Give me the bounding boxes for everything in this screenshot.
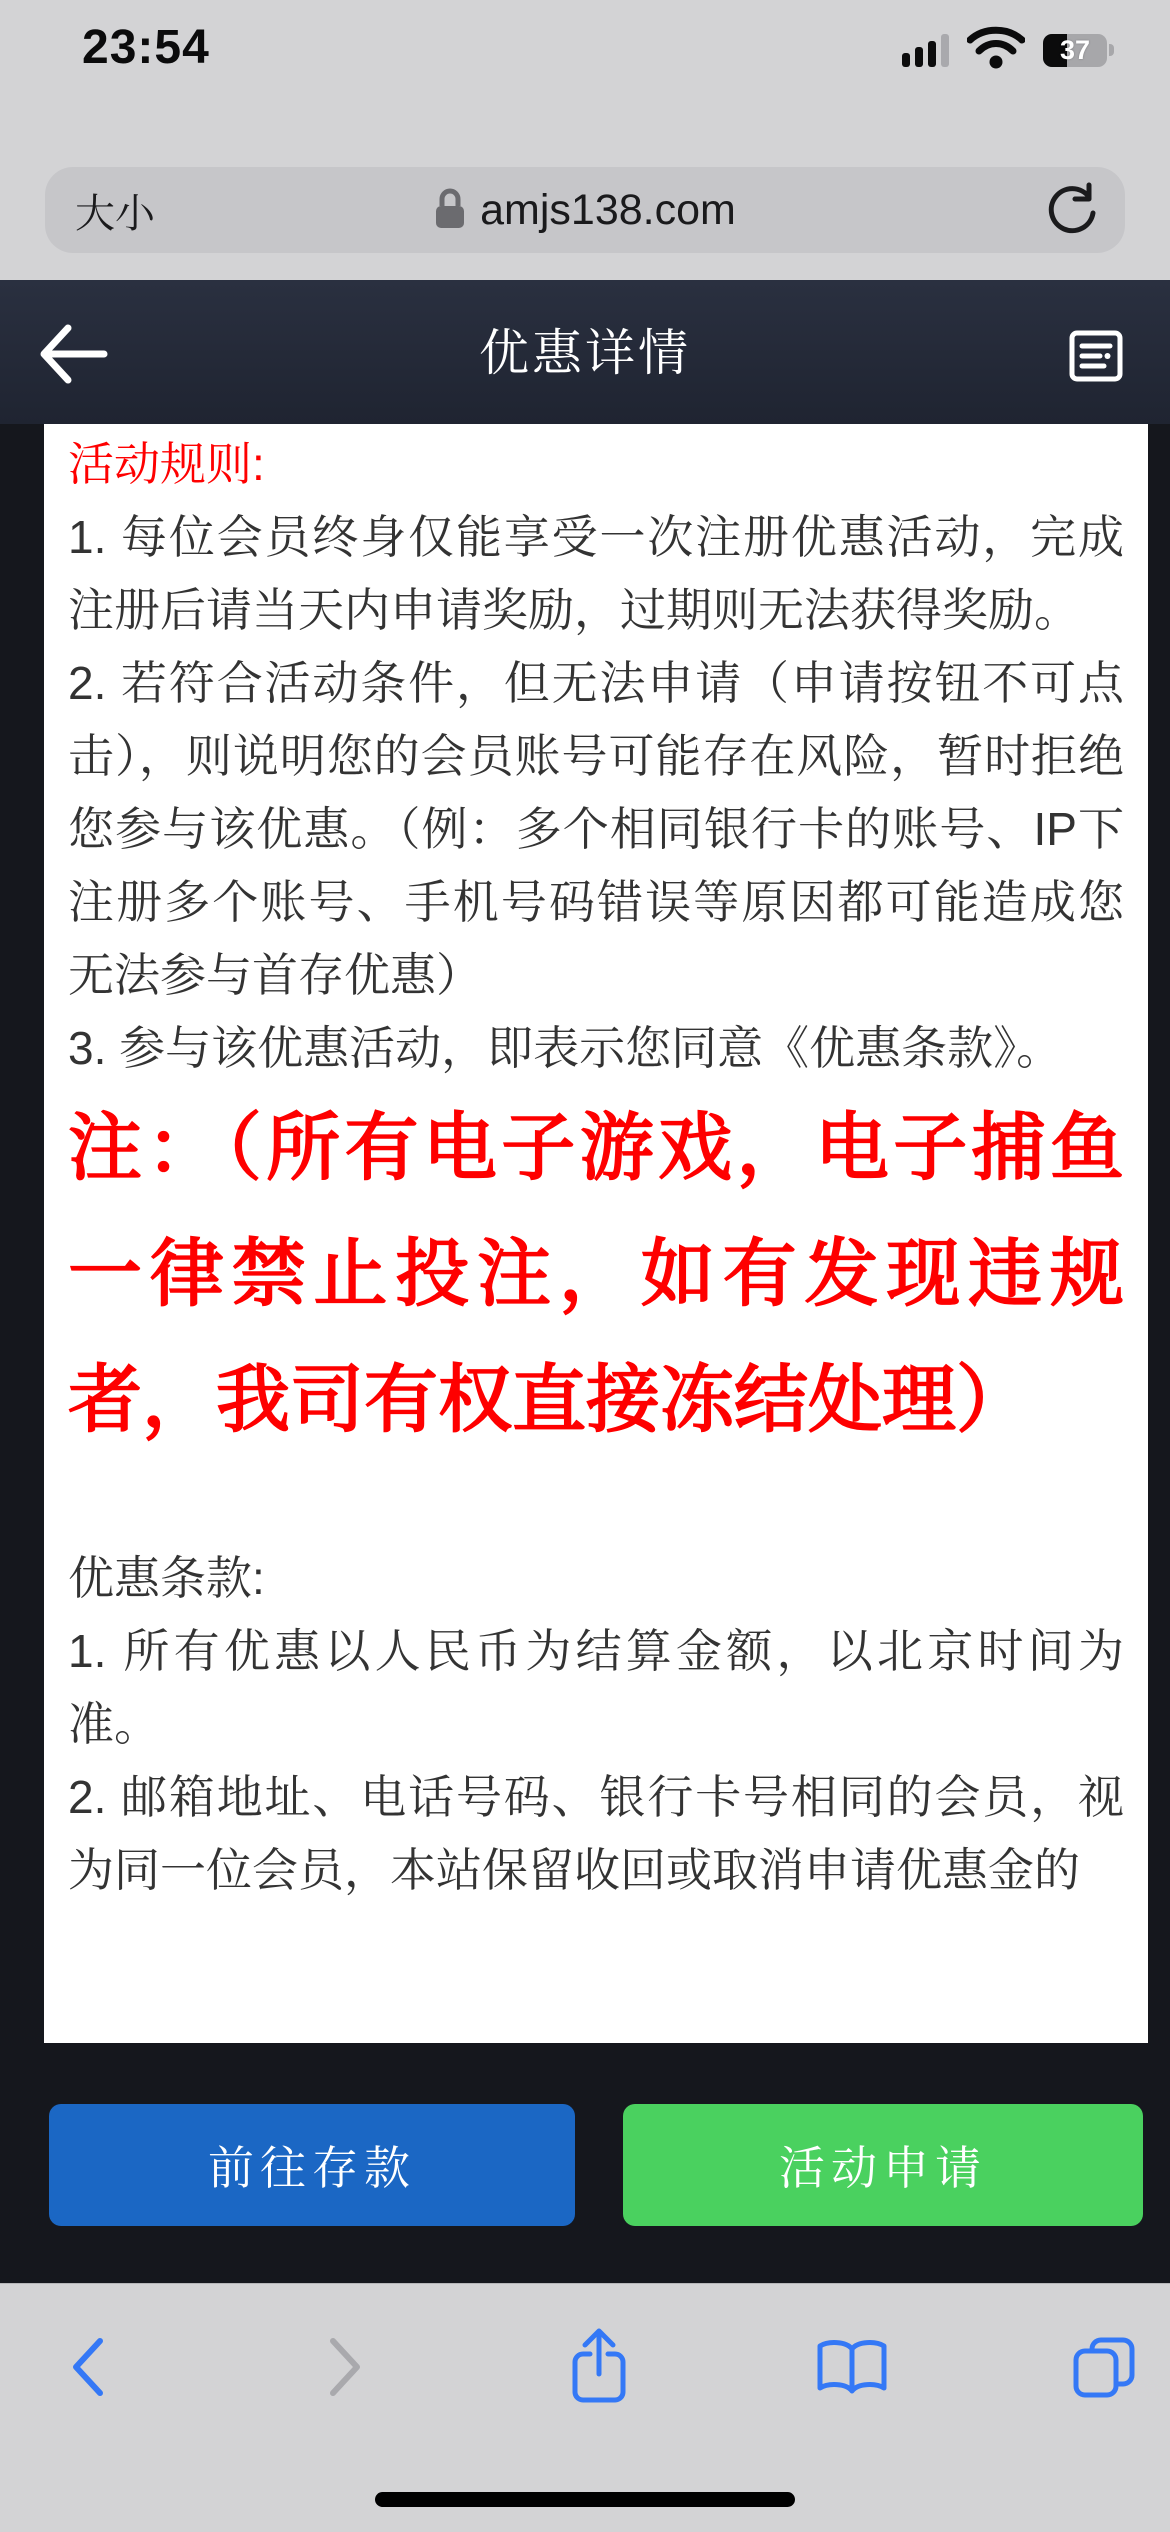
url-display[interactable] — [45, 167, 1125, 253]
battery-percent: 37 — [1059, 34, 1091, 65]
promo-detail-header — [0, 280, 1170, 424]
safari-top-chrome — [0, 0, 1170, 280]
promo-rules-panel — [44, 424, 1148, 2043]
bookmarks-icon[interactable] — [813, 2337, 891, 2406]
warning-note: 注：（所有电子游戏，电子捕鱼一律禁止投注，如有发现违规者，我司有权直接冻结处理） — [68, 1106, 1124, 1441]
back-chevron-icon[interactable] — [69, 2335, 107, 2404]
refresh-icon[interactable] — [1045, 182, 1099, 240]
battery-nub — [1109, 44, 1114, 56]
status-time: 23:54 — [82, 21, 210, 74]
rule-item: 3. 参与该优惠活动，即表示您同意《优惠条款》。 — [68, 1022, 1063, 1074]
promo-list-icon — [1069, 369, 1123, 386]
share-icon[interactable] — [566, 2326, 632, 2413]
signal-bar — [941, 34, 949, 67]
apply-button[interactable]: 活动申请 — [623, 2104, 1143, 2226]
deposit-button[interactable]: 前往存款 — [49, 2104, 575, 2226]
page-title: 优惠详情 — [479, 325, 691, 381]
home-indicator[interactable] — [375, 2492, 795, 2507]
signal-bar — [915, 47, 923, 67]
status-icons — [902, 28, 1114, 72]
wifi-icon — [967, 26, 1025, 75]
signal-bar — [928, 41, 936, 67]
url-domain: amjs138.com — [480, 185, 736, 234]
rule-item: 2. 若符合活动条件，但无法申请（申请按钮不可点击），则说明您的会员账号可能存在风险，暂时拒绝您参与该优惠。（例：多个相同银行卡的账号、IP下注册多个账号、手机号码错误等原因都可能造成您无法参与首存优惠） — [68, 657, 1124, 1001]
lock-icon — [434, 180, 466, 241]
promo-list-button[interactable] — [1069, 330, 1123, 387]
cellular-signal-icon — [902, 34, 949, 67]
text-size-button[interactable]: 大小 — [75, 191, 155, 236]
signal-bar — [902, 53, 910, 67]
battery-icon — [1043, 34, 1114, 67]
terms-title: 优惠条款: — [68, 1552, 265, 1604]
tabs-icon[interactable] — [1068, 2336, 1142, 2405]
rule-item: 1. 每位会员终身仅能享受一次注册优惠活动，完成注册后请当天内申请奖励，过期则无法获得奖励。 — [68, 511, 1124, 636]
term-item: 2. 邮箱地址、电话号码、银行卡号相同的会员，视为同一位会员，本站保留收回或取消申请优惠金的 — [68, 1771, 1124, 1896]
address-bar[interactable] — [45, 167, 1125, 253]
term-item: 1. 所有优惠以人民币为结算金额，以北京时间为准。 — [68, 1625, 1124, 1750]
forward-chevron-icon[interactable] — [326, 2335, 364, 2404]
rules-title: 活动规则: — [68, 438, 265, 490]
